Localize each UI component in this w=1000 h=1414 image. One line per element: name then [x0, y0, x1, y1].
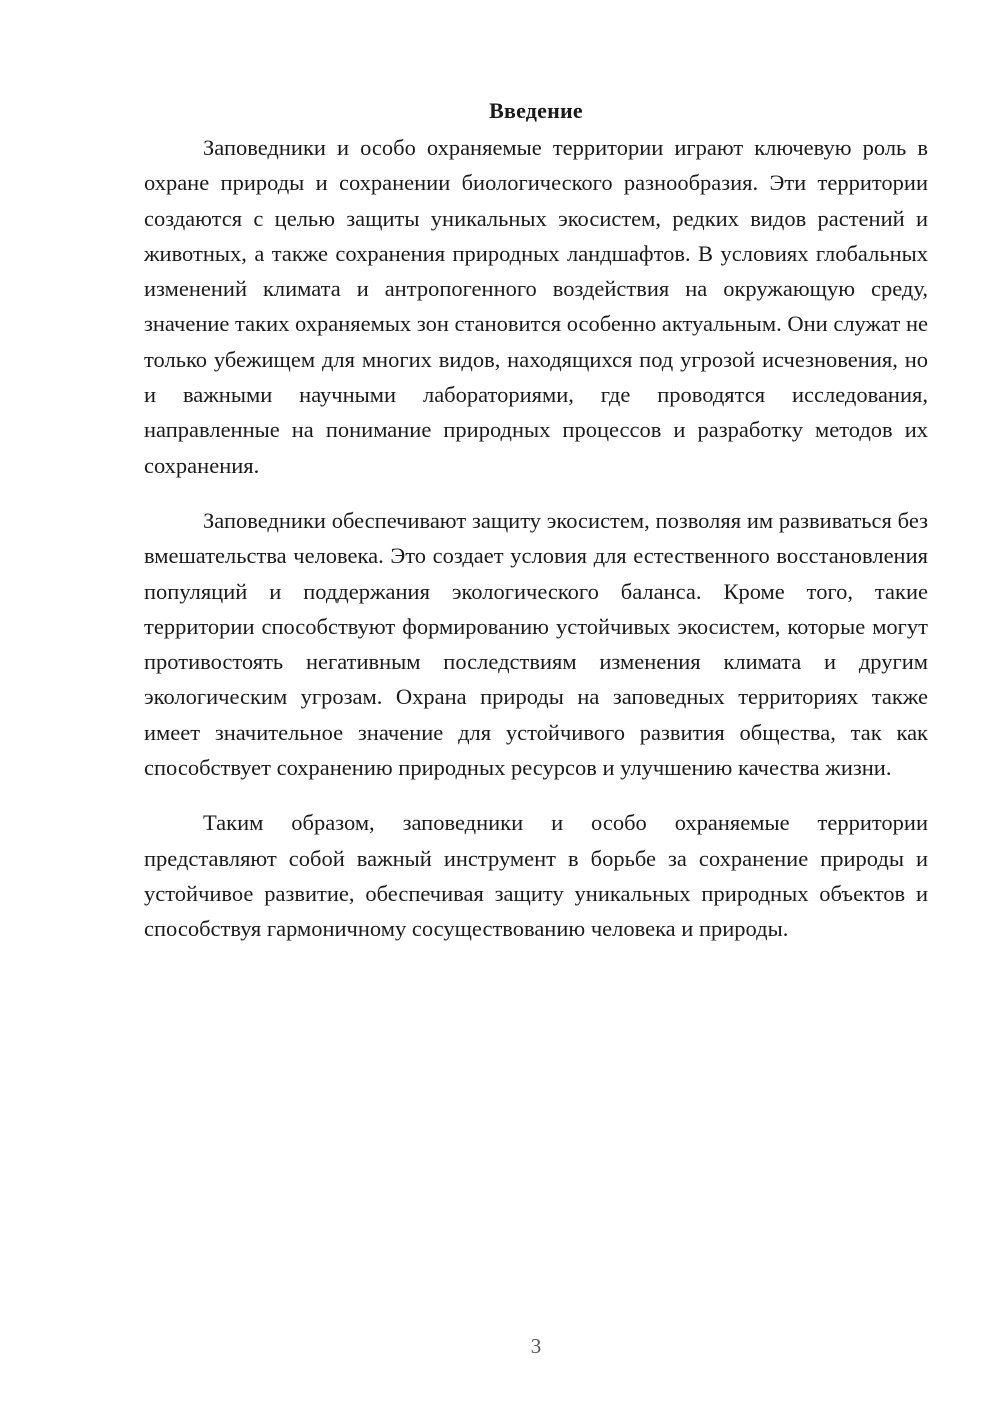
paragraph-2: Заповедники обеспечивают защиту экосистем, позволяя им развиваться без вмешательства человека. Это создает условия для естественного восстановления популяций и поддержания экологического баланса. Кроме того, такие территории способствуют формированию устойчивых экосистем, которые могут противостоять негативным последствиям изменения климата и другим экологическим угрозам. Охрана природы на заповедных территориях также имеет значительное значение для устойчивого развития общества, так как способствует сохранению природных ресурсов и улучшению качества жизни.: [144, 507, 928, 781]
section-title: Введение: [489, 98, 583, 123]
page-content: [144, 96, 928, 967]
paragraph-3: Таким образом, заповедники и особо охраняемые территории представляют собой важный инструмент в борьбе за сохранение природы и устойчивое развитие, обеспечивая защиту уникальных природных объектов и способствуя гармоничному сосуществованию человека и природы.: [144, 810, 928, 942]
paragraph-1: Заповедники и особо охраняемые территории играют ключевую роль в охране природы и сохранении биологического разнообразия. Эти территории создаются с целью защиты уникальных экосистем, редких видов растений и животных, а также сохранения природных ландшафтов. В условиях глобальных изменений климата и антропогенного воздействия на окружающую среду, значение таких охраняемых зон становится особенно актуальным. Они служат не только убежищем для многих видов, находящихся под угрозой исчезновения, но и важными научными лабораториями, где проводятся исследования, направленные на понимание природных процессов и разработку методов их сохранения.: [144, 135, 928, 478]
page-number: 3: [530, 1334, 542, 1358]
